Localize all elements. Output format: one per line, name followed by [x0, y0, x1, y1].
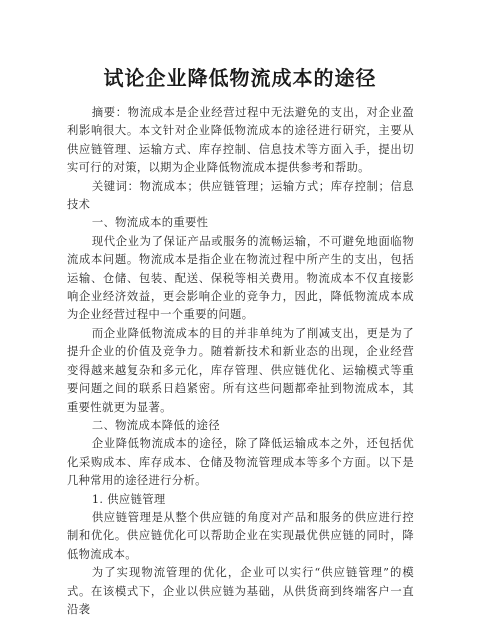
body-paragraph: 企业降低物流成本的途径，除了降低运输成本之外，还包括优化采购成本、库存成本、仓储及物流管理成本等多个方面。以下是几种常用的途径进行分析。: [67, 437, 414, 488]
section-heading-1: 一、物流成本的重要性: [91, 216, 209, 230]
section-heading-2: 二、物流成本降低的途径: [91, 418, 220, 432]
abstract-paragraph: 摘要：物流成本是企业经营过程中无法避免的支出，对企业盈利影响很大。本文针对企业降低物流成本的途径进行研究，主要从供应链管理、运输方式、库存控制、信息技术等方面入手，提出切实可行的对策，以期为企业降低物流成本提供参考和帮助。: [67, 106, 414, 175]
document-body: [67, 104, 414, 619]
body-paragraph: 为了实现物流管理的优化，企业可以实行“供应链管理”的模式。在该模式下，企业以供应链为基础，从供货商到终端客户一直沿袭: [67, 566, 414, 616]
body-paragraph: 而企业降低物流成本的目的并非单纯为了削减支出，更是为了提升企业的价值及竞争力。随着新技术和新业态的出现，企业经营变得越来越复杂和多元化，库存管理、供应链优化、运输模式等重要问题之间的联系日趋紧密。所有这些问题都牵扯到物流成本，其重要性就更为显著。: [67, 326, 414, 414]
body-paragraph: 供应链管理是从整个供应链的角度对产品和服务的供应进行控制和优化。供应链优化可以帮助企业在实现最优供应链的同时，降低物流成本。: [67, 510, 414, 561]
subsection-heading-1: 1. 供应链管理: [91, 492, 166, 506]
document-title: 试论企业降低物流成本的途径: [103, 66, 377, 90]
keywords-paragraph: 关键词：物流成本；供应链管理；运输方式；库存控制；信息技术: [67, 179, 414, 212]
body-paragraph: 现代企业为了保证产品或服务的流畅运输，不可避免地面临物流成本问题。物流成本是指企业在物流过程中所产生的支出，包括运输、仓储、包装、配送、保税等相关费用。物流成本不仅直接影响企业经济效益，更会影响企业的竞争力，因此，降低物流成本成为企业经营过程中一个重要的问题。: [67, 234, 414, 322]
